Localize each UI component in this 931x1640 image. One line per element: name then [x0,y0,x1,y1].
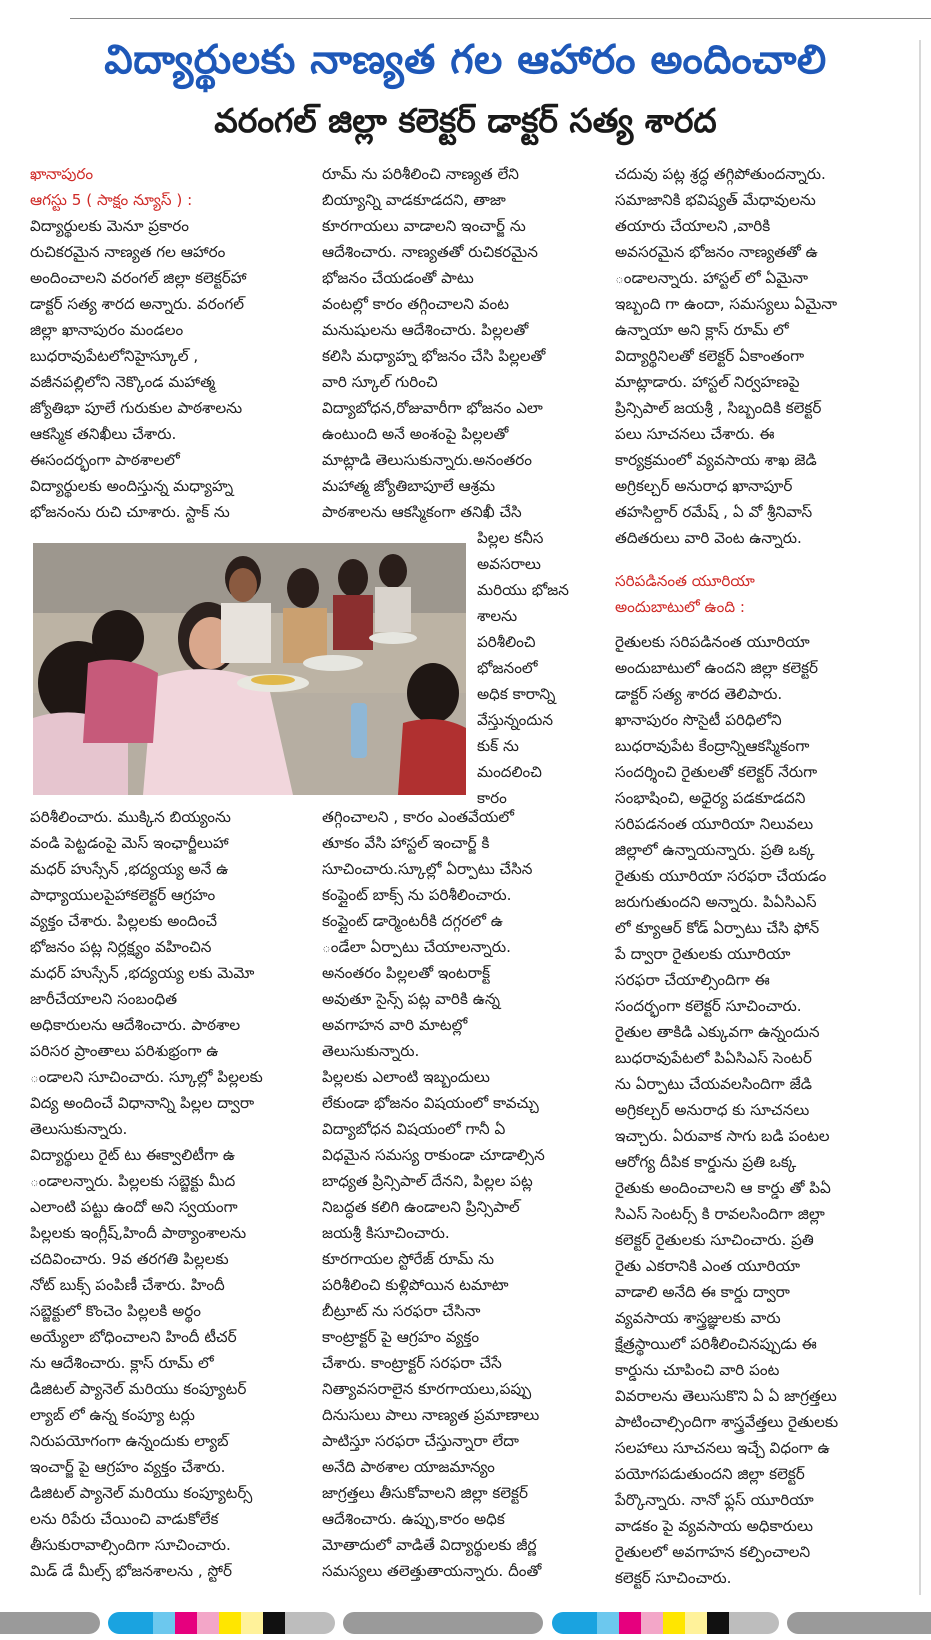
color-swatch [175,1612,197,1634]
text-line: పిల్లలకు ఇంగ్లీష్,హిందీ పాఠ్యాంశాలను [30,1224,247,1242]
text-line: పాటించాల్సిందిగా శాస్త్రవేత్తలు రైతులకు [615,1413,839,1431]
text-line: వజీనపల్లిలోని నెక్కొండ మహాత్మ [30,373,216,391]
text-line: అధికారులను ఆదేశించారు. పాఠశాల [30,1016,241,1034]
text-line: విద్యాబోధన విషయంలో గానీ ఏ [322,1120,506,1138]
text-line: ఇచ్చారు. ఏరువాక సాగు బడి పంటల [615,1127,830,1145]
text-line: భోజనంలో [477,659,538,677]
text-line: పలు సూచనలు చేశారు. ఈ [615,425,775,443]
text-line: వాడకం పై వ్యవసాయ అధికారులు [615,1517,813,1535]
text-line: అధిక కారాన్ని [477,685,556,703]
side-rule [919,40,921,1595]
text-line: సమస్యలు తలెత్తుతాయన్నారు. దీంతో [322,1562,542,1580]
text-line: మధర్ హుస్సేన్ ,భద్యయ్య లకు మెమో [30,964,255,982]
text-line: రైతులలో అవగాహన కల్పించాలని [615,1543,811,1561]
text-line: కూరగాయలు వాడాలని ఇంచార్జ్ ను [322,217,526,235]
text-line: వ్యక్తం చేశారు. పిల్లలకు అందించే [30,912,218,930]
text-line: రైతుకు అందించాలని ఆ కార్డు తో పిఏ [615,1179,831,1197]
text-line: చదువు పట్ల శ్రద్ధ తగ్గిపోతుందన్నారు. [615,165,826,183]
text-line: అవసరాలు [477,555,541,573]
text-line: వ్యవసాయ శాస్త్రజ్ఞులకు వారు [615,1309,781,1327]
text-line: క్షేత్రస్థాయిలో పరిశీలించినప్పుడు ఈ [615,1335,817,1353]
text-line: సందర్భంగా కలెక్టర్ సూచించారు. [615,997,802,1015]
text-line: లేకుండా భోజనం విషయంలో కావచ్చు [322,1094,539,1112]
text-line: జ్యోతిభా పూలే గురుకుల పాఠశాలను [30,399,243,417]
place-label: ఖానాపురం [30,165,94,183]
text-line: రూమ్ ను పరిశీలించి నాణ్యత లేని [322,165,519,183]
color-swatch [787,1612,931,1634]
text-line: మాట్లాడి తెలుసుకున్నారు.అనంతరం [322,451,533,469]
text-line: శాలను [477,607,518,625]
text-line: బియ్యాన్ని వాడకూడదని, తాజా [322,191,506,209]
text-line: కలెక్టర్ రైతులకు సూచించారు. ప్రతి [615,1231,814,1249]
text-line: వారి స్కూల్ గురించి [322,373,438,391]
color-swatch [241,1612,263,1634]
text-line: అందుబాటులో ఉందని జిల్లా కలెక్టర్ [615,659,819,677]
article-photo [33,543,466,795]
text-line: పాఠశాలను ఆకస్మికంగా తనిఖీ చేసి [322,503,522,521]
text-line: విద్య అందించే విధానాన్ని పిల్లల ద్వారా [30,1094,255,1112]
color-swatch [729,1612,779,1634]
headline: విద్యార్థులకు నాణ్యత గల ఆహారం అందించాలి [104,37,827,83]
color-swatch [597,1612,619,1634]
text-line: నిబద్ధత కలిగి ఉండాలని ప్రిన్సిపాల్ [322,1198,520,1216]
text-line: ఇబ్బంది గా ఉందా, సమస్యలు ఏమైనా [615,295,838,313]
dateline: ఆగస్టు 5 ( సాక్షం న్యూస్ ) : [30,191,193,209]
text-line: మధర్ హుస్సేన్ ,భద్యయ్య అనే ఉ [30,860,229,878]
text-line: జిల్లాలో ఉన్నాయన్నారు. ప్రతి ఒక్క [615,841,815,859]
top-rule [70,18,931,19]
text-line: డాక్టర్ సత్య శారద అన్నారు. వరంగల్ [30,295,245,313]
text-line: పాటిస్తూ సరఫరా చేస్తున్నారా లేదా [322,1432,519,1450]
text-line: ఇంచార్జ్ పై ఆగ్రహం వ్యక్తం చేశారు. [30,1458,226,1476]
text-line: ఈసందర్భంగా పాఠశాలలో [30,451,180,469]
text-line: నిత్యావసరాలైన కూరగాయలు,పప్పు [322,1380,532,1398]
text-line: మిడ్ డే మీల్స్ భోజనశాలను , స్టోర్ [30,1562,232,1580]
text-line: కలిసి మధ్యాహ్న భోజనం చేసి పిల్లలతో [322,347,546,365]
text-line: విద్యాబోధన,రోజువారీగా భోజనం ఎలా [322,399,543,417]
column-1-body [30,213,300,525]
text-line: డిజిటల్ ప్యానెల్ మరియు కంప్యూటర్ [30,1380,247,1398]
text-line: ఖానాపురం సొసైటీ పరిధిలోని [615,711,782,729]
color-swatch [263,1612,285,1634]
text-line: చేశారు. కాంట్రాక్టర్ సరఫరా చేసే [322,1354,502,1372]
color-swatch [641,1612,663,1634]
text-line: కలెక్టర్ సూచించారు. [615,1569,732,1587]
text-line: బుధరావుపేట కేంద్రాన్నిఆకస్మికంగా [615,737,810,755]
color-swatch [153,1612,175,1634]
text-line: ఎలాంటి పట్టు ఉందో అని స్వయంగా [30,1198,238,1216]
text-line: వేస్తున్నందున [477,711,553,729]
text-line: వివరాలను తెలుసుకొని ఏ ఏ జాగ్రత్తలు [615,1387,837,1405]
text-line: ను ఏర్పాటు చేయవలసిందిగా జేడి [615,1075,812,1093]
text-line: అందించాలని వరంగల్ జిల్లా కలెక్టర్‌హా [30,269,247,287]
column-3-bottom [615,629,885,1591]
text-line: ండేలా ఏర్పాటు చేయాలన్నారు. [322,938,511,956]
subheadline: వరంగల్ జిల్లా కలెక్టర్ డాక్టర్ సత్య శారద [214,101,717,140]
text-line: తెలుసుకున్నారు. [322,1042,420,1060]
text-line: పరిశీలించి [477,633,536,651]
column-1-bottom [30,804,300,1584]
text-line: నిరుపయోగంగా ఉన్నందుకు ల్యాబ్ [30,1432,229,1450]
text-line: తగ్గించాలని , కారం ఎంతవేయలో [322,808,515,826]
text-line: కూరగాయల స్టోరేజ్ రూమ్ ను [322,1250,495,1268]
text-line: ఆకస్మిక తనిఖీలు చేశారు. [30,425,177,443]
text-line: తహసిల్దార్ రమేష్ , ఏ వో శ్రీనివాస్ [615,503,813,521]
text-line: భోజనం చేయడంతో పాటు [322,269,474,287]
column-1-top [30,161,300,213]
text-line: ఉన్నాయా అని క్లాస్ రూమ్ లో [615,321,789,339]
text-line: భోజనంను రుచి చూశారు. స్టాక్ ను [30,503,230,521]
text-line: వండి పెట్టడంపై మెస్ ఇంఛార్జీలుహా [30,834,229,852]
text-line: వంటల్లో కారం తగ్గించాలని వంట [322,295,509,313]
text-line: భోజనం పట్ల నిర్లక్ష్యం వహించిన [30,938,212,956]
text-line: పరిశీలించారు. ముక్కిన బియ్యంను [30,808,231,826]
text-line: సూచించారు.స్కూల్లో ఏర్పాటు చేసిన [322,860,533,878]
text-line: మహాత్మ జ్యోతిబాపూలే ఆశ్రమ [322,477,496,495]
color-swatch [343,1612,543,1634]
text-line: డిజిటల్ ప్యానెల్ మరియు కంప్యూటర్స్ [30,1484,253,1502]
text-line: అనంతరం పిల్లలతో ఇంటరాక్ట్ [322,964,491,982]
text-line: ఆదేశించారు. ఉప్పు,కారం అధిక [322,1510,505,1528]
text-line: నోట్ బుక్స్ పంపిణీ చేశారు. హిందీ [30,1276,225,1294]
text-line: సంభాషించి, అధైర్య పడకూడదని [615,789,806,807]
text-line: పరిశీలించి కుళ్లిపోయిన టమాటా [322,1276,509,1294]
text-line: మోతాదులో వాడితే విద్యార్థులకు జీర్ణ [322,1536,537,1554]
text-line: ప్రిన్సిపాల్ జయశ్రీ , సిబ్బందికి కలెక్టర్ [615,399,822,417]
color-swatch [108,1612,153,1634]
text-line: ండాలన్నారు. పిల్లలకు సబ్జెక్టు మీద [30,1172,236,1190]
text-line: లను రిపేరు చేయించి వాడుకోలేక [30,1510,219,1528]
text-line: సిఎస్ సెంటర్స్ కి రావలసిందిగా జిల్లా [615,1205,825,1223]
text-line: సందర్శించి రైతులతో కలెక్టర్ నేరుగా [615,763,818,781]
text-line: మందలించి [477,763,542,781]
text-line: తీసుకురావాల్సిందిగా సూచించారు. [30,1536,231,1554]
color-swatch [219,1612,241,1634]
text-line: అగ్రికల్చర్ అనురాధ ఖానాపూర్ [615,477,793,495]
text-line: కంప్లైంట్ బాక్స్ ను పరిశీలించారు. [322,886,512,904]
text-line: పాధ్యాయులపైహాకలెక్టర్ ఆగ్రహం [30,886,216,904]
text-line: అగ్రికల్చర్ అనురాధ కు సూచనలు [615,1101,810,1119]
color-swatch [707,1612,729,1634]
text-line: సలహాలు సూచనలు ఇచ్చే విధంగా ఉ [615,1439,830,1457]
column-2-top [322,161,592,525]
text-line: బీట్రూట్ ను సరఫరా చేసినా [322,1302,481,1320]
text-line: వాడాలి అనేది ఈ కార్డు ద్వారా [615,1283,790,1301]
text-line: జయశ్రీ కిసూచించారు. [322,1224,450,1242]
text-line: రైతుకు యూరియా సరఫరా చేయడం [615,867,827,885]
text-line: రైతు ఎకరానికి ఎంత యూరియా [615,1257,801,1275]
photo-collector-eating-icon [33,543,466,795]
column-2-bottom [322,804,592,1584]
text-line: బాధ్యత ప్రిన్సిపాల్ దేనని, పిల్లల పట్ల [322,1172,533,1190]
text-line: సమాజానికి భవిష్యత్ మేధావులను [615,191,816,209]
text-line: జిల్లా ఖానాపురం మండలం [30,321,184,339]
text-line: సబ్జెక్టులో కొంచెం పిల్లలకి అర్థం [30,1302,201,1320]
color-swatch [685,1612,707,1634]
text-line: మరియు భోజన [477,581,569,599]
text-line: కాంట్రాక్టర్ పై ఆగ్రహం వ్యక్తం [322,1328,480,1346]
text-line: అవగాహన వారి మాటల్లో [322,1016,468,1034]
text-line: జాగ్రత్తలు తీసుకోవాలని జిల్లా కలెక్టర్ [322,1484,528,1502]
text-line: పేర్కొన్నారు. నానో ఫ్లస్ యూరియా [615,1491,814,1509]
text-line: పరిసర ప్రాంతాలు పరిశుభ్రంగా ఉ [30,1042,219,1060]
text-line: అవుతూ సైన్స్ పట్ల వారికి ఉన్న [322,990,500,1008]
text-line: తదితరులు వారి వెంట ఉన్నారు. [615,529,802,547]
text-line: బుధరావుపేటలోనిహైస్కూల్ , [30,347,199,365]
text-line: విద్యార్థులకు మెనూ ప్రకారం [30,217,189,235]
text-line: విద్యార్థులకు అందిస్తున్న మధ్యాహ్న [30,477,234,495]
text-line: కుక్ ను [477,737,519,755]
subheading-line-1: సరిపడినంత యూరియా [615,572,755,590]
text-line: ఆరోగ్య దీపిక కార్డును ప్రతి ఒక్క [615,1153,797,1171]
text-line: విద్యార్థినిలతో కలెక్టర్ ఏకాంతంగా [615,347,805,365]
text-line: చదివించారు. 9వ తరగతి పిల్లలకు [30,1250,229,1268]
text-line: లో క్యూఆర్ కోడ్ ఏర్పాటు చేసి ఫోన్ [615,919,820,937]
text-line: పయోగపడుతుందని జిల్లా కలెక్టర్ [615,1465,805,1483]
text-line: అవసరమైన భోజనం నాణ్యతతో ఉ [615,243,818,261]
text-line: సరఫరా చేయాల్సిందిగా ఈ [615,971,770,989]
column-3-top [615,161,885,551]
text-line: అనేది పాఠశాల యాజమాన్యం [322,1458,495,1476]
text-line: దినుసులు పాలు నాణ్యత ప్రమాణాలు [322,1406,540,1424]
text-line: కార్యక్రమంలో వ్యవసాయ శాఖ జెడి [615,451,817,469]
text-line: ండాలని సూచించారు. స్కూల్లో పిల్లలకు [30,1068,263,1086]
text-line: ల్యాబ్ లో ఉన్న కంప్యూ టర్లు [30,1406,195,1424]
text-line: డాక్టర్ సత్య శారద తెలిపారు. [615,685,783,703]
text-line: తెలుసుకున్నారు. [30,1120,128,1138]
text-line: విధమైన సమస్య రాకుండా చూడాల్సిన [322,1146,545,1164]
text-line: పిల్లలకు ఎలాంటి ఇబ్బందులు [322,1068,490,1086]
color-swatch [663,1612,685,1634]
color-swatch [285,1612,335,1634]
text-line: ఆదేశించారు. నాణ్యతతో రుచికరమైన [322,243,538,261]
text-line: అయ్యేలా బోధించాలని హిందీ టీచర్ [30,1328,237,1346]
column-2-narrow [477,525,597,811]
text-line: మాట్లాడారు. హాస్టల్ నిర్వహణపై [615,373,800,391]
column-3-subheading [615,568,885,620]
text-line: పిల్లల కనీస [477,529,544,547]
color-swatch [619,1612,641,1634]
text-line: పే ద్వారా రైతులకు యూరియా [615,945,791,963]
text-line: మనుషులను ఆదేశించారు. పిల్లలతో [322,321,529,339]
text-line: ఉంటుంది అనే అంశంపై పిల్లలతో [322,425,509,443]
subheading-line-2: అందుబాటులో ఉంది : [615,598,746,616]
text-line: రైతుల తాకిడి ఎక్కువగా ఉన్నందున [615,1023,820,1041]
text-line: తూకం వేసి హాస్టల్ ఇంచార్జ్ కి [322,834,490,852]
text-line: కార్డును చూపించి వారి పంట [615,1361,780,1379]
text-line: తయారు చేయాలని ,వారికి [615,217,771,235]
text-line: జారీచేయాలని సంబంధిత [30,990,178,1008]
text-line: ండాలన్నారు. హాస్టల్ లో ఏమైనా [615,269,809,287]
text-line: విద్యార్థులు రైట్ టు ఈక్వాలిటీగా ఉ [30,1146,236,1164]
color-swatch [552,1612,597,1634]
color-swatch [197,1612,219,1634]
text-line: ను ఆదేశించారు. క్లాస్ రూమ్ లో [30,1354,214,1372]
color-swatch [0,1612,100,1634]
text-line: సరిపడనంత యూరియా నిలువలు [615,815,814,833]
text-line: కంప్లైంట్ డార్మెంటరీకి దగ్గరలో ఉ [322,912,503,930]
text-line: కారం [477,789,507,807]
text-line: రుచికరమైన నాణ్యత గల ఆహారం [30,243,226,261]
text-line: జరుగుతుందని అన్నారు. పిఏసిఎస్ [615,893,817,911]
text-line: బుధరావుపేటలో పిఏసిఎస్ సెంటర్ [615,1049,812,1067]
text-line: రైతులకు సరిపడినంత యూరియా [615,633,810,651]
printer-color-bar [0,1612,931,1634]
